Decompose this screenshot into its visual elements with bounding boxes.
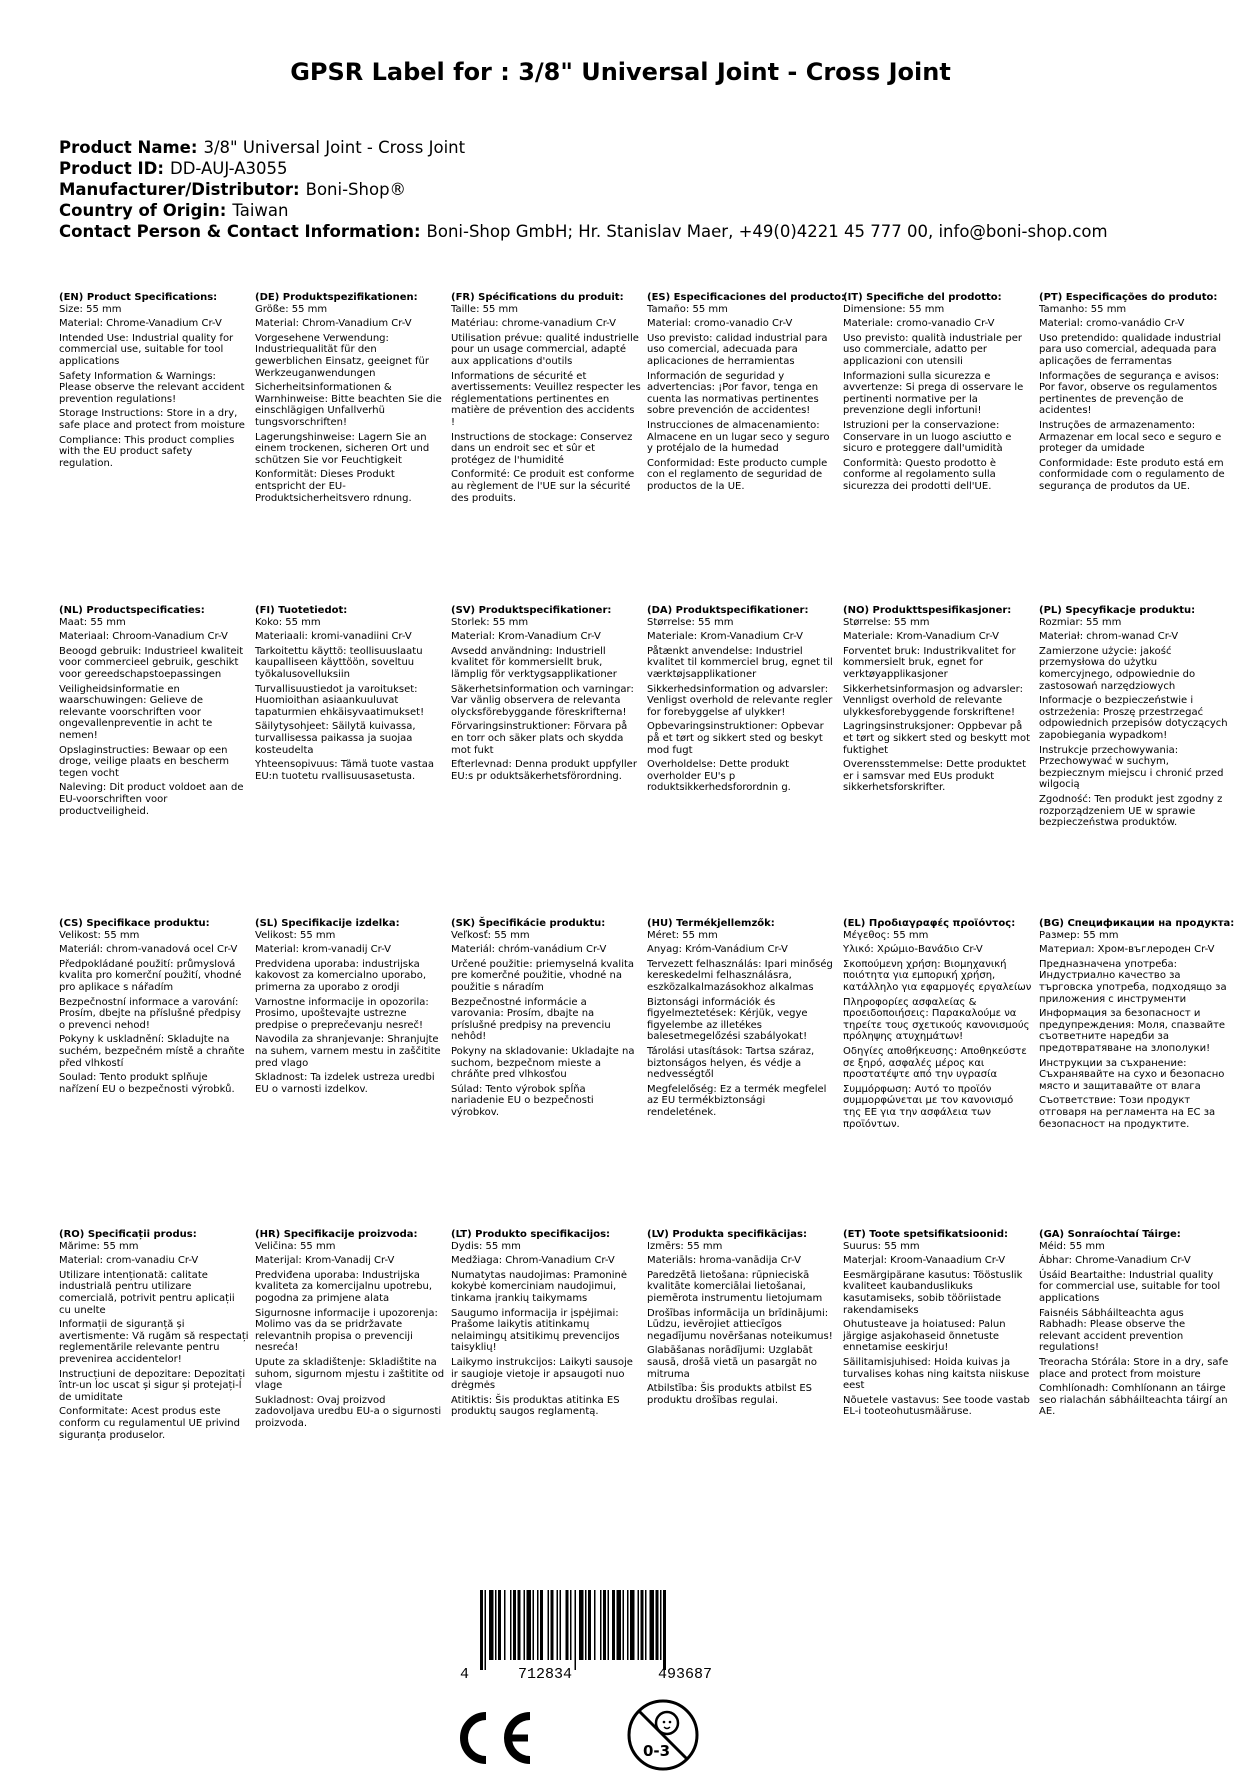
spec-line: Opslaginstructies: Bewaar op een droge, veilige plaats en bescherm tegen vocht bbox=[59, 744, 230, 779]
barcode-digit-lead: 4 bbox=[460, 1666, 470, 1680]
barcode-bar bbox=[608, 1590, 610, 1660]
spec-line: Информация за безопасност и предупреждения: Моля, спазвайте съответните наредби за предотвратяване на злополуки! bbox=[1039, 1008, 1226, 1054]
spec-line: Eesmärgipärane kasutus: Tööstuslik kvaliteet kaubanduslikuks kasutamiseks, sobib tööriistade rakendamiseks bbox=[843, 1269, 1023, 1316]
spec-section bbox=[843, 292, 1033, 496]
spec-line: Matériau: chrome-vanadium Cr-V bbox=[451, 318, 617, 330]
barcode-bar bbox=[513, 1590, 516, 1660]
spec-section bbox=[59, 918, 249, 1098]
spec-line: Предназначена употреба: Индустриално качество за търговска употреба, подходящо за приложения с инструменти bbox=[1039, 958, 1227, 1005]
spec-section-heading: (BG) Спецификации на продукта: bbox=[1039, 918, 1235, 929]
spec-line: Safety Information & Warnings: Please observe the relevant accident prevention regulations! bbox=[59, 370, 245, 405]
info-label: Product ID: bbox=[59, 159, 164, 178]
info-label: Contact Person & Contact Information: bbox=[59, 222, 421, 241]
barcode-bar bbox=[495, 1590, 497, 1660]
spec-line: Konformität: Dieses Produkt entspricht der EU-Produktsicherheitsvero rdnung. bbox=[255, 469, 412, 504]
spec-line: Úsáid Beartaithe: Industrial quality for commercial use, suitable for tool applications bbox=[1039, 1269, 1221, 1304]
barcode-bar bbox=[630, 1590, 635, 1660]
spec-line: Material: crom-vanadiu Cr-V bbox=[59, 1255, 199, 1267]
manufacturer-row bbox=[59, 179, 1108, 200]
spec-section bbox=[1039, 605, 1229, 832]
spec-line: Πληροφορίες ασφαλείας & προειδοποιήσεις: Παρακαλούμε να τηρείτε τους σχετικούς κανονισμούς πρόληψης ατυχημάτων! bbox=[843, 996, 1030, 1043]
spec-line: Nõuetele vastavus: See toode vastab EL-i tooteohutusmääruse. bbox=[843, 1394, 1030, 1418]
spec-line: Avsedd användning: Industriell kvalitet för kommersiellt bruk, lämplig för verktygsapplikationer bbox=[451, 645, 617, 680]
barcode-digits-left: 712834 bbox=[518, 1666, 573, 1680]
spec-line: Sukladnost: Ovaj proizvod zadovoljava uredbu EU-a o sigurnosti proizvoda. bbox=[255, 1394, 442, 1429]
spec-line: Size: 55 mm bbox=[59, 303, 122, 315]
spec-line: Yhteensopivuus: Tämä tuote vastaa EU:n tuotetu rvallisuusasetusta. bbox=[255, 759, 434, 782]
spec-line: Informations de sécurité et avertissements: Veuillez respecter les réglementations pertinentes en matière de prévention des accidents ! bbox=[451, 370, 641, 428]
spec-section bbox=[843, 605, 1033, 797]
spec-line: Conformité: Ce produit est conforme au règlement de l'UE sur la sécurité des produits. bbox=[451, 469, 635, 504]
spec-line: Soulad: Tento produkt splňuje nařízení EU o bezpečnosti výrobků. bbox=[59, 1072, 235, 1095]
spec-line: Dimensione: 55 mm bbox=[843, 303, 945, 315]
spec-line: Pokyny na skladovanie: Ukladajte na suchom, bezpečnom mieste a chráňte pred vlhkosťou bbox=[451, 1045, 635, 1081]
spec-line: Materjal: Kroom-Vanaadium Cr-V bbox=[843, 1255, 1006, 1267]
spec-line: Compliance: This product complies with the EU product safety regulation. bbox=[59, 434, 235, 469]
spec-section-heading: (HR) Specifikacije proizvoda: bbox=[255, 1229, 418, 1240]
spec-line: Informacje o bezpieczeństwie i ostrzeżenia: Proszę przestrzegać odpowiednich przepisów dotyczących zapobiegania wypadkom! bbox=[1039, 695, 1228, 741]
barcode-bar bbox=[480, 1590, 483, 1670]
spec-line: Conformità: Questo prodotto è conforme al regolamento sulla sicurezza dei prodotti dell'UE. bbox=[843, 457, 997, 492]
ce-mark-icon bbox=[450, 1708, 540, 1768]
barcode-bar bbox=[641, 1590, 644, 1660]
barcode-bar bbox=[540, 1590, 543, 1660]
spec-line: Méret: 55 mm bbox=[647, 929, 718, 941]
product-name-row bbox=[59, 137, 1108, 158]
barcode-bar bbox=[663, 1590, 666, 1670]
barcode bbox=[458, 1590, 750, 1680]
spec-section-heading: (SV) Produktspecifikationer: bbox=[451, 605, 612, 616]
spec-section-heading: (ES) Especificaciones del producto: bbox=[647, 292, 846, 303]
barcode-bar bbox=[557, 1590, 559, 1660]
spec-line: Varnostne informacije in opozorila: Prosimo, upoštevajte ustrezne predpise o preprečevanju nesreč! bbox=[255, 996, 429, 1031]
spec-section-heading: (NO) Produkttspesifikasjoner: bbox=[843, 605, 1012, 616]
spec-line: Předpokládané použití: průmyslová kvalita pro komerční použití, vhodné pro aplikace s nářadím bbox=[59, 958, 242, 993]
spec-line: Conformidad: Este producto cumple con el reglamento de seguridad de productos de la UE. bbox=[647, 457, 828, 492]
barcode-bar bbox=[566, 1590, 569, 1660]
spec-line: Suurus: 55 mm bbox=[843, 1240, 920, 1252]
spec-line: Dydis: 55 mm bbox=[451, 1240, 521, 1252]
product-info bbox=[59, 137, 1108, 242]
spec-line: Storlek: 55 mm bbox=[451, 616, 529, 628]
spec-section bbox=[843, 918, 1033, 1133]
spec-line: Drošības informācija un brīdinājumi: Lūdzu, ievērojiet attiecīgos negadījumu novēršanas noteikumus! bbox=[647, 1307, 833, 1342]
barcode-bar bbox=[656, 1590, 659, 1660]
spec-line: Instrucțiuni de depozitare: Depozitați într-un loc uscat și sigur și protejați-l de umiditate bbox=[59, 1368, 246, 1403]
spec-section bbox=[59, 605, 249, 820]
spec-section-heading: (NL) Productspecificaties: bbox=[59, 605, 205, 616]
barcode-bar bbox=[527, 1590, 532, 1660]
spec-line: Mărime: 55 mm bbox=[59, 1240, 139, 1252]
spec-section bbox=[1039, 1229, 1229, 1421]
spec-line: Informações de segurança e avisos: Por favor, observe os regulamentos pertinentes de prevenção de acidentes! bbox=[1039, 370, 1220, 417]
barcode-bar bbox=[617, 1590, 622, 1660]
info-value: DD-AUJ-A3055 bbox=[169, 159, 288, 178]
spec-line: Medžiaga: Chrom-Vanadium Cr-V bbox=[451, 1255, 615, 1267]
spec-line: Instrukcje przechowywania: Przechowywać w suchym, bezpiecznym miejscu i chronić przed wilgocią bbox=[1039, 744, 1224, 791]
spec-line: Lagerungshinweise: Lagern Sie an einem trockenen, sicheren Ort und schützen Sie vor Feuchtigkeit bbox=[255, 431, 430, 466]
spec-line: Säkerhetsinformation och varningar: Var vänlig observera de relevanta olycksförebyggande föreskrifterna! bbox=[451, 683, 634, 718]
barcode-bar bbox=[603, 1590, 606, 1660]
spec-line: Tarkoitettu käyttö: teollisuuslaatu kaupalliseen käyttöön, soveltuu työkalusovelluksiin bbox=[255, 645, 423, 680]
spec-section bbox=[843, 1229, 1033, 1421]
spec-line: Predviđena uporaba: Industrijska kvaliteta za komercijalnu upotrebu, pogodna za primjene alata bbox=[255, 1269, 433, 1304]
spec-section bbox=[451, 1229, 641, 1421]
spec-line: Informații de siguranță și avertismente: Vă rugăm să respectați reglementările relevante pentru prevenirea accidentelor! bbox=[59, 1319, 249, 1365]
spec-line: Glabāšanas norādījumi: Uzglabāt sausā, drošā vietā un pasargāt no mitruma bbox=[647, 1345, 817, 1380]
spec-line: Material: krom-vanadij Cr-V bbox=[255, 944, 391, 956]
spec-line: Инструкции за съхранение: Съхранявайте на сухо и безопасно място и защитавайте от влага bbox=[1039, 1057, 1225, 1092]
spec-line: Uso previsto: qualità industriale per uso commerciale, adatto per applicazioni con utensili bbox=[843, 332, 1022, 367]
spec-line: Materiál: chrom-vanadová ocel Cr-V bbox=[59, 944, 238, 956]
spec-section-heading: (SL) Specifikacije izdelka: bbox=[255, 918, 400, 929]
barcode-bar bbox=[498, 1590, 501, 1660]
spec-line: Materiaal: Chroom-Vanadium Cr-V bbox=[59, 631, 228, 643]
info-value: Boni-Shop GmbH; Hr. Stanislav Maer, +49(0)4221 45 777 00, info@boni-shop.com bbox=[426, 222, 1108, 241]
spec-line: Tárolási utasítások: Tartsa száraz, biztonságos helyen, és védje a nedvességtől bbox=[647, 1045, 815, 1081]
spec-line: Zgodność: Ten produkt jest zgodny z rozporządzeniem UE w sprawie bezpieczeństwa produktów. bbox=[1039, 793, 1223, 829]
spec-section-heading: (EN) Product Specifications: bbox=[59, 292, 218, 303]
barcode-bar bbox=[510, 1590, 512, 1660]
spec-line: Tervezett felhasználás: Ipari minőség kereskedelmi felhasználásra, eszközalkalmazásokhoz alkalmas bbox=[647, 958, 833, 993]
spec-section bbox=[1039, 292, 1229, 496]
spec-line: Tamanho: 55 mm bbox=[1039, 303, 1127, 315]
spec-section-heading: (EL) Προδιαγραφές προϊόντος: bbox=[843, 918, 1016, 929]
spec-line: Conformitate: Acest produs este conform cu regulamentul UE privind siguranța produselor. bbox=[59, 1406, 240, 1441]
spec-line: Materiale: Krom-Vanadium Cr-V bbox=[843, 631, 1000, 643]
spec-line: Material: cromo-vanádio Cr-V bbox=[1039, 318, 1185, 330]
spec-line: Sicherheitsinformationen & Warnhinweise: Bitte beachten Sie die einschlägigen Unfallverhü tungsvorschriften! bbox=[255, 382, 442, 428]
barcode-bar bbox=[645, 1590, 647, 1660]
no-children-under-3-icon bbox=[625, 1697, 701, 1773]
spec-line: Paredzētā lietošana: rūpnieciskā kvalitāte komerciālai lietošanai, piemērota instrumentu lietojumam bbox=[647, 1269, 823, 1304]
spec-line: Informazioni sulla sicurezza e avvertenze: Si prega di osservare le pertinenti normative per la prevenzione degli infortuni! bbox=[843, 370, 1024, 417]
spec-line: Atbilstība: Šis produkts atbilst ES produktu drošības regulai. bbox=[647, 1383, 813, 1406]
spec-line: Koko: 55 mm bbox=[255, 616, 321, 628]
country-row bbox=[59, 200, 1108, 221]
spec-line: Upute za skladištenje: Skladištite na suhom, sigurnom mjestu i zaštitite od vlage bbox=[255, 1356, 445, 1392]
spec-line: Säilytysohjeet: Säilytä kuivassa, turvallisessa paikassa ja suojaa kosteudelta bbox=[255, 721, 416, 756]
spec-line: Съответствие: Този продукт отговаря на регламента на ЕС за безопасност на продуктите. bbox=[1039, 1095, 1216, 1130]
spec-section-heading: (ET) Toote spetsifikatsioonid: bbox=[843, 1229, 1009, 1240]
spec-section bbox=[59, 1229, 249, 1444]
spec-line: Materiale: Krom-Vanadium Cr-V bbox=[647, 631, 804, 643]
spec-line: Veľkosť: 55 mm bbox=[451, 929, 530, 941]
spec-line: Συμμόρφωση: Αυτό το προϊόν συμμορφώνεται με τον κανονισμό της ΕΕ για την ασφάλεια των προϊόντων. bbox=[843, 1083, 1014, 1130]
spec-line: Uso pretendido: qualidade industrial para uso comercial, adequada para aplicações de ferramentas bbox=[1039, 332, 1222, 367]
spec-section-heading: (LT) Produkto specifikacijos: bbox=[451, 1229, 611, 1240]
spec-line: Størrelse: 55 mm bbox=[843, 616, 930, 628]
spec-line: Größe: 55 mm bbox=[255, 303, 328, 315]
spec-line: Saugumo informacija ir įspėjimai: Prašome laikytis atitinkamų nelaimingų atsitikimų prevencijos taisyklių! bbox=[451, 1307, 620, 1354]
spec-line: Anyag: Króm-Vanádium Cr-V bbox=[647, 944, 788, 956]
spec-line: Materiál: chróm-vanádium Cr-V bbox=[451, 944, 607, 956]
info-value: Boni-Shop® bbox=[305, 180, 407, 199]
barcode-bar bbox=[588, 1590, 591, 1660]
spec-line: Faisnéis Sábháilteachta agus Rabhadh: Please observe the relevant accident prevention regulations! bbox=[1039, 1307, 1186, 1354]
info-label: Country of Origin: bbox=[59, 201, 227, 220]
contact-row bbox=[59, 221, 1108, 242]
spec-section bbox=[255, 605, 445, 785]
spec-line: Instruções de armazenamento: Armazenar em local seco e seguro e proteger da umidade bbox=[1039, 419, 1222, 455]
spec-line: Istruzioni per la conservazione: Conservare in un luogo asciutto e sicuro e proteggere dall'umidità bbox=[843, 419, 1012, 455]
product-id-row bbox=[59, 158, 1108, 179]
spec-section bbox=[451, 605, 641, 785]
spec-line: Materiale: cromo-vanadio Cr-V bbox=[843, 318, 995, 330]
barcode-bars bbox=[480, 1590, 666, 1670]
spec-line: Velikost: 55 mm bbox=[59, 929, 140, 941]
barcode-bar bbox=[504, 1590, 506, 1660]
page-title: GPSR Label for : 3/8" Universal Joint - Cross Joint bbox=[290, 58, 951, 86]
info-label: Manufacturer/Distributor: bbox=[59, 180, 300, 199]
spec-line: Ohutusteave ja hoiatused: Palun järgige asjakohaseid õnnetuste ennetamise eeskirju! bbox=[843, 1319, 1006, 1354]
spec-line: Predvidena uporaba: industrijska kakovost za komercialno uporabo, primerna za uporabo z orodji bbox=[255, 958, 427, 993]
spec-line: Veličina: 55 mm bbox=[255, 1240, 336, 1252]
spec-line: Treoracha Stórála: Store in a dry, safe place and protect from moisture bbox=[1039, 1356, 1229, 1380]
spec-section-heading: (CS) Specifikace produktu: bbox=[59, 918, 210, 929]
spec-line: Overensstemmelse: Dette produktet er i samsvar med EUs produkt sikkerhetsforskrifter. bbox=[843, 759, 1026, 794]
barcode-bar bbox=[489, 1590, 494, 1660]
spec-line: Beoogd gebruik: Industrieel kwaliteit voor commercieel gebruik, geschikt voor gereedschapstoepassingen bbox=[59, 645, 244, 680]
spec-line: Navodila za shranjevanje: Shranjujte na suhem, varnem mestu in zaščitite pred vlago bbox=[255, 1034, 441, 1069]
barcode-bar bbox=[612, 1590, 615, 1660]
barcode-bar bbox=[533, 1590, 535, 1660]
barcode-bar bbox=[551, 1590, 554, 1660]
barcode-bar bbox=[548, 1590, 550, 1660]
spec-section bbox=[647, 1229, 837, 1409]
spec-line: Utilizare intenționată: calitate industrială pentru utilizare comercială, potrivit pentru aplicații cu unelte bbox=[59, 1269, 235, 1316]
spec-line: Pokyny k uskladnění: Skladujte na suchém, bezpečném místě a chraňte před vlhkostí bbox=[59, 1034, 245, 1069]
spec-line: Bezpečnostné informácie a varovania: Prosím, dbajte na príslušné predpisy na prevenciu nehôd! bbox=[451, 996, 611, 1043]
spec-section bbox=[647, 605, 837, 797]
spec-line: Material: Krom-Vanadium Cr-V bbox=[451, 631, 601, 643]
spec-line: Размер: 55 mm bbox=[1039, 929, 1119, 941]
spec-section bbox=[255, 918, 445, 1098]
spec-line: Súlad: Tento výrobok spĺňa nariadenie EU o bezpečnosti výrobkov. bbox=[451, 1083, 594, 1118]
spec-line: Material: Chrome-Vanadium Cr-V bbox=[59, 318, 222, 330]
age-warning-text: 0-3 bbox=[643, 1742, 671, 1760]
spec-line: Opbevaringsinstruktioner: Opbevar på et tørt og sikkert sted og beskyt mod fugt bbox=[647, 721, 824, 756]
spec-line: Určené použitie: priemyselná kvalita pre komerčné použitie, vhodné na použitie s náradím bbox=[451, 958, 635, 993]
spec-line: Taille: 55 mm bbox=[451, 303, 519, 315]
barcode-bar bbox=[627, 1590, 629, 1660]
spec-section bbox=[255, 1229, 445, 1433]
spec-section bbox=[255, 292, 445, 507]
spec-line: Izmērs: 55 mm bbox=[647, 1240, 723, 1252]
spec-section-heading: (SK) Špecifikácie produktu: bbox=[451, 918, 606, 929]
spec-section-heading: (DE) Produktspezifikationen: bbox=[255, 292, 418, 303]
spec-line: Säilitamisjuhised: Hoida kuivas ja turvalises kohas ning kaitsta niiskuse eest bbox=[843, 1356, 1030, 1392]
barcode-bar bbox=[600, 1590, 602, 1660]
spec-line: Påtænkt anvendelse: Industriel kvalitet til kommerciel brug, egnet til værktøjsapplikationer bbox=[647, 645, 833, 680]
spec-line: Lagringsinstruksjoner: Oppbevar på et tørt og sikkert sted og beskytt mot fuktighet bbox=[843, 721, 1031, 756]
spec-section-heading: (LV) Produkta specifikācijas: bbox=[647, 1229, 807, 1240]
info-value: Taiwan bbox=[232, 201, 289, 220]
spec-line: Velikost: 55 mm bbox=[255, 929, 336, 941]
spec-section-heading: (RO) Specificații produs: bbox=[59, 1229, 197, 1240]
info-label: Product Name: bbox=[59, 138, 198, 157]
spec-section-heading: (IT) Specifiche del prodotto: bbox=[843, 292, 1002, 303]
spec-line: Materiał: chrom-wanad Cr-V bbox=[1039, 631, 1179, 643]
spec-section bbox=[647, 292, 846, 496]
barcode-digits-right: 493687 bbox=[658, 1666, 713, 1680]
spec-line: Efterlevnad: Denna produkt uppfyller EU:s pr oduktsäkerhetsförordning. bbox=[451, 759, 637, 782]
spec-section bbox=[647, 918, 837, 1122]
spec-line: Turvallisuustiedot ja varoitukset: Huomioithan asiaankuuluvat tapaturmien ehkäisyvaatimukset! bbox=[255, 683, 425, 718]
barcode-bar bbox=[518, 1590, 521, 1660]
barcode-bar bbox=[585, 1590, 587, 1660]
spec-line: Størrelse: 55 mm bbox=[647, 616, 734, 628]
barcode-bar bbox=[570, 1590, 572, 1660]
spec-section-heading: (PL) Specyfikacje produktu: bbox=[1039, 605, 1196, 616]
spec-line: Vorgesehene Verwendung: Industriequalität für den gewerblichen Einsatz, geeignet für Werkzeuganwendungen bbox=[255, 332, 429, 379]
spec-line: Materiāls: hroma-vanādija Cr-V bbox=[647, 1255, 801, 1267]
spec-section bbox=[451, 918, 641, 1122]
spec-line: Οδηγίες αποθήκευσης: Αποθηκεύστε σε ξηρό, ασφαλές μέρος και προστατέψτε από την υγρασία bbox=[843, 1045, 1027, 1081]
spec-line: Méid: 55 mm bbox=[1039, 1240, 1105, 1252]
spec-line: Información de seguridad y advertencias: ¡Por favor, tenga en cuenta las normativas pertinentes sobre prevención de accidentes! bbox=[647, 370, 819, 417]
barcode-bar bbox=[650, 1590, 655, 1660]
spec-line: Overholdelse: Dette produkt overholder EU's p roduktsikkerhedsforordnin g. bbox=[647, 759, 791, 794]
barcode-bar bbox=[660, 1590, 662, 1660]
spec-line: Veiligheidsinformatie en waarschuwingen: Gelieve de relevante voorschriften voor ongevallenpreventie in acht te nemen! bbox=[59, 683, 213, 741]
spec-line: Uso previsto: calidad industrial para uso comercial, adecuada para aplicaciones de herramientas bbox=[647, 332, 828, 367]
barcode-bar bbox=[638, 1590, 640, 1660]
barcode-bar bbox=[594, 1590, 596, 1660]
spec-line: Bezpečnostní informace a varování: Prosím, dbejte na příslušné předpisy o prevenci nehod! bbox=[59, 996, 241, 1031]
spec-line: Sikkerhetsinformasjon og advarsler: Vennligst overhold de relevante ulykkesforebyggende forskriftene! bbox=[843, 683, 1023, 718]
spec-line: Sigurnosne informacije i upozorenja: Molimo vas da se pridržavate relevantnih propisa o prevenciji nesreća! bbox=[255, 1307, 438, 1354]
spec-line: Σκοπούμενη χρήση: Βιομηχανική ποιότητα για εμπορική χρήση, κατάλληλο για εφαρμογές εργαλείων bbox=[843, 958, 1032, 993]
spec-line: Material: cromo-vanadio Cr-V bbox=[647, 318, 793, 330]
spec-line: Rozmiar: 55 mm bbox=[1039, 616, 1122, 628]
spec-line: Sikkerhedsinformation og advarsler: Venligst overhold de relevante regler for forebyggelse af ulykker! bbox=[647, 683, 833, 718]
spec-line: Instructions de stockage: Conservez dans un endroit sec et sûr et protégez de l'humidité bbox=[451, 431, 633, 466]
spec-line: Storage Instructions: Store in a dry, safe place and protect from moisture bbox=[59, 408, 245, 431]
spec-section-heading: (FR) Spécifications du produit: bbox=[451, 292, 624, 303]
barcode-bar bbox=[485, 1590, 487, 1670]
spec-section-heading: (FI) Tuotetiedot: bbox=[255, 605, 348, 616]
spec-section bbox=[451, 292, 641, 507]
spec-line: Utilisation prévue: qualité industrielle pour un usage commercial, adapté aux applications d'outils bbox=[451, 332, 639, 367]
spec-line: Materiaali: kromi-vanadiini Cr-V bbox=[255, 631, 412, 643]
spec-section-heading: (DA) Produktspecifikationer: bbox=[647, 605, 809, 616]
spec-line: Material: Chrom-Vanadium Cr-V bbox=[255, 318, 412, 330]
spec-line: Maat: 55 mm bbox=[59, 616, 126, 628]
barcode-bar bbox=[537, 1590, 539, 1660]
spec-line: Atitiktis: Šis produktas atitinka ES produktų saugos reglamentą. bbox=[451, 1394, 620, 1418]
spec-line: Μέγεθος: 55 mm bbox=[843, 929, 929, 941]
spec-line: Naleving: Dit product voldoet aan de EU-voorschriften voor productveiligheid. bbox=[59, 782, 244, 817]
barcode-bar bbox=[560, 1590, 562, 1660]
spec-section-heading: (HU) Termékjellemzők: bbox=[647, 918, 775, 929]
spec-line: Forventet bruk: Industrikvalitet for kommersielt bruk, egnet for verktøyapplikasjoner bbox=[843, 645, 1016, 680]
barcode-bar bbox=[623, 1590, 625, 1660]
spec-line: Материал: Хром-въглероден Cr-V bbox=[1039, 944, 1215, 956]
spec-line: Megfelelőség: Ez a termék megfelel az EU termékbiztonsági rendeletének. bbox=[647, 1083, 827, 1118]
spec-line: Comhlíonadh: Comhlíonann an táirge seo rialachán sábháilteachta táirgí an AE. bbox=[1039, 1383, 1228, 1418]
spec-line: Zamierzone użycie: jakość przemysłowa do użytku komercyjnego, odpowiednie do zastosowań narzędziowych bbox=[1039, 645, 1196, 692]
spec-line: Skladnost: Ta izdelek ustreza uredbi EU o varnosti izdelkov. bbox=[255, 1072, 435, 1095]
info-value: 3/8" Universal Joint - Cross Joint bbox=[203, 138, 466, 157]
barcode-bar bbox=[579, 1590, 584, 1660]
spec-line: Υλικό: Χρώμιο-Βανάδιο Cr-V bbox=[843, 944, 983, 956]
spec-line: Ábhar: Chrome-Vanadium Cr-V bbox=[1039, 1255, 1191, 1267]
spec-section bbox=[59, 292, 249, 472]
spec-section-heading: (PT) Especificações do produto: bbox=[1039, 292, 1218, 303]
spec-line: Numatytas naudojimas: Pramoninė kokybė komerciniam naudojimui, tinkama įrankių taikymams bbox=[451, 1269, 627, 1304]
spec-line: Intended Use: Industrial quality for commercial use, suitable for tool applications bbox=[59, 332, 234, 367]
spec-line: Förvaringsinstruktioner: Förvara på en torr och säker plats och skydda mot fukt bbox=[451, 721, 628, 756]
barcode-bar bbox=[524, 1590, 526, 1660]
barcode-bar bbox=[575, 1590, 577, 1670]
spec-line: Biztonsági információk és figyelmeztetések: Kérjük, vegye figyelembe az illetékes balesetmegelőzési szabályokat! bbox=[647, 996, 808, 1043]
spec-line: Laikymo instrukcijos: Laikyti sausoje ir saugioje vietoje ir apsaugoti nuo drėgmės bbox=[451, 1356, 633, 1392]
spec-line: Conformidade: Este produto está em conformidade com o regulamento de segurança de produtos da UE. bbox=[1039, 457, 1225, 492]
spec-line: Tamaño: 55 mm bbox=[647, 303, 728, 315]
spec-section bbox=[1039, 918, 1235, 1133]
spec-line: Materijal: Krom-Vanadij Cr-V bbox=[255, 1255, 395, 1267]
spec-line: Instrucciones de almacenamiento: Almacene en un lugar seco y seguro y protéjalo de la humedad bbox=[647, 419, 830, 455]
spec-section-heading: (GA) Sonraíochtaí Táirge: bbox=[1039, 1229, 1181, 1240]
